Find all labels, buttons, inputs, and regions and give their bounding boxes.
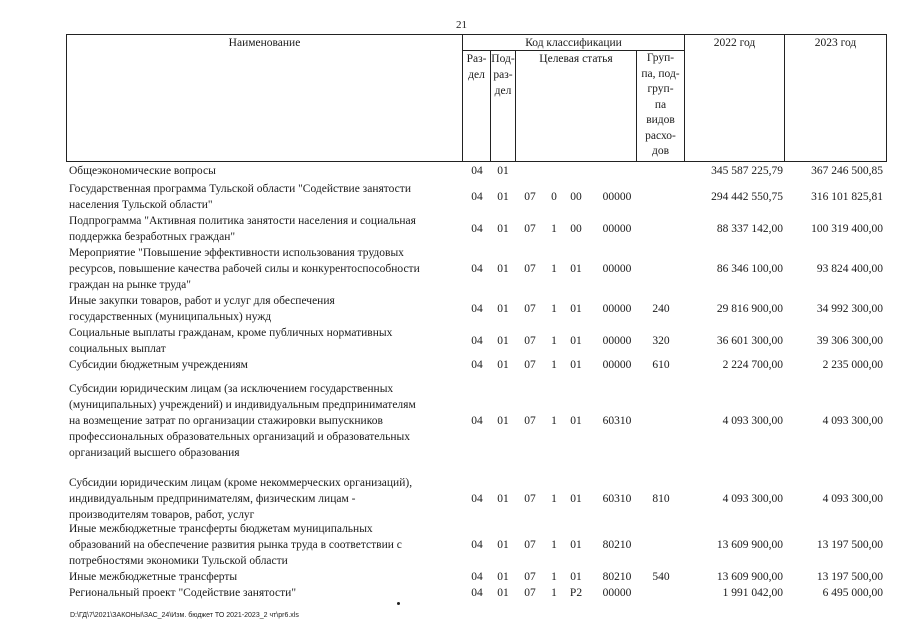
row-code-t1: 07 [524, 587, 536, 599]
row-name: Общеэкономические вопросы [69, 165, 216, 177]
row-name: Иные межбюджетные трансферты [69, 571, 238, 583]
row-code-t2: 1 [551, 415, 557, 427]
row-code-t2: 1 [551, 263, 557, 275]
row-code-rz: 04 [471, 359, 483, 371]
row-code-pr: 01 [497, 335, 509, 347]
row-amount-2023: 100 319 400,00 [811, 223, 883, 235]
row-amount-2022: 2 224 700,00 [722, 359, 783, 371]
row-name: Социальные выплаты гражданам, кроме публичных нормативных социальных выплат [69, 327, 393, 355]
row-amount-2023: 13 197 500,00 [816, 571, 883, 583]
row-code-pr: 01 [497, 191, 509, 203]
row-code-t4: 00000 [602, 191, 632, 203]
row-amount-2022: 88 337 142,00 [716, 223, 783, 235]
row-amount-2023: 316 101 825,81 [811, 191, 883, 203]
row-amount-2022: 4 093 300,00 [722, 493, 783, 505]
row-code-pr: 01 [497, 303, 509, 315]
row-code-pr: 01 [497, 165, 509, 177]
row-amount-2023: 6 495 000,00 [822, 587, 883, 599]
row-code-pr: 01 [497, 571, 509, 583]
file-path-footer: D:\ГД\7\2021\ЗАКОНЫ\ЗАС_24\Изм. бюджет ТО 2021-2023_2 чт\pr6.xls [70, 612, 299, 619]
row-amount-2023: 367 246 500,85 [811, 165, 883, 177]
row-name: Иные межбюджетные трансферты бюджетам муниципальных образований на обеспечение развития рынка труда в соответствии с потребностями экономики Тульской области [69, 523, 402, 567]
row-code-t3: 01 [570, 415, 582, 427]
row-amount-2023: 4 093 300,00 [822, 493, 883, 505]
row-code-rz: 04 [471, 263, 483, 275]
row-code-t2: 1 [551, 493, 557, 505]
row-name: Региональный проект "Содействие занятости" [69, 587, 297, 599]
header-year1: 2022 год [713, 37, 756, 49]
row-code-rz: 04 [471, 191, 483, 203]
row-code-t2: 1 [551, 223, 557, 235]
row-amount-2023: 39 306 300,00 [816, 335, 883, 347]
row-code-pr: 01 [497, 415, 509, 427]
row-code-t3: 00 [570, 191, 582, 203]
row-code-t1: 07 [524, 493, 536, 505]
row-code-t3: 01 [570, 539, 582, 551]
row-code-t4: 00000 [602, 587, 632, 599]
row-code-t2: 1 [551, 587, 557, 599]
header-left-border [66, 34, 67, 162]
row-code-pr: 01 [497, 359, 509, 371]
row-code-t4: 00000 [602, 335, 632, 347]
row-code-vr: 320 [652, 335, 670, 347]
header-bottom-border [66, 161, 886, 162]
row-code-pr: 01 [497, 263, 509, 275]
header-razdel: Раз- дел [466, 53, 487, 81]
row-code-t4: 00000 [602, 223, 632, 235]
row-code-rz: 04 [471, 415, 483, 427]
row-code-t2: 1 [551, 539, 557, 551]
row-code-t1: 07 [524, 303, 536, 315]
header-name: Наименование [228, 37, 301, 49]
row-code-rz: 04 [471, 571, 483, 583]
row-name: Мероприятие "Повышение эффективности использования трудовых ресурсов, повышение качества рабочей силы и конкурентоспособности граждан на рынке труда" [69, 247, 420, 291]
row-name: Подпрограмма "Активная политика занятости населения и социальная поддержка безработных граждан" [69, 215, 416, 243]
row-code-t4: 80210 [602, 539, 632, 551]
header-divider-group [684, 34, 685, 162]
stray-dot [397, 602, 400, 605]
row-amount-2022: 29 816 900,00 [716, 303, 783, 315]
row-code-t1: 07 [524, 415, 536, 427]
row-code-t2: 1 [551, 303, 557, 315]
row-name: Субсидии бюджетным учреждениям [69, 359, 248, 371]
row-code-t2: 0 [551, 191, 557, 203]
row-code-t2: 1 [551, 335, 557, 347]
row-amount-2022: 86 346 100,00 [716, 263, 783, 275]
header-podrazdel: Под- раз- дел [491, 53, 515, 97]
row-amount-2022: 13 609 900,00 [716, 571, 783, 583]
row-code-rz: 04 [471, 539, 483, 551]
row-amount-2022: 294 442 550,75 [711, 191, 783, 203]
row-amount-2023: 2 235 000,00 [822, 359, 883, 371]
row-code-t1: 07 [524, 191, 536, 203]
row-code-t4: 60310 [602, 493, 632, 505]
row-amount-2023: 34 992 300,00 [816, 303, 883, 315]
row-code-t3: 01 [570, 359, 582, 371]
row-code-t3: 01 [570, 493, 582, 505]
row-code-pr: 01 [497, 493, 509, 505]
row-name: Субсидии юридическим лицам (кроме некоммерческих организаций), индивидуальным предпринимателям, физическим лицам - производителям товаров, работ, услуг [69, 477, 413, 521]
page-number: 21 [456, 19, 467, 31]
row-amount-2022: 13 609 900,00 [716, 539, 783, 551]
row-code-t4: 00000 [602, 359, 632, 371]
row-code-vr: 810 [652, 493, 670, 505]
row-name: Государственная программа Тульской области "Содействие занятости населения Тульской области" [69, 183, 411, 211]
row-code-t3: Р2 [569, 587, 583, 599]
row-code-rz: 04 [471, 165, 483, 177]
header-right-border [886, 34, 887, 162]
row-code-t4: 00000 [602, 303, 632, 315]
row-code-pr: 01 [497, 587, 509, 599]
row-code-t2: 1 [551, 359, 557, 371]
row-amount-2023: 4 093 300,00 [822, 415, 883, 427]
row-code-t1: 07 [524, 571, 536, 583]
row-code-vr: 240 [652, 303, 670, 315]
row-amount-2023: 13 197 500,00 [816, 539, 883, 551]
row-code-t4: 60310 [602, 415, 632, 427]
row-amount-2023: 93 824 400,00 [816, 263, 883, 275]
row-code-pr: 01 [497, 539, 509, 551]
row-code-rz: 04 [471, 223, 483, 235]
row-code-t1: 07 [524, 539, 536, 551]
row-code-vr: 610 [652, 359, 670, 371]
header-year2: 2023 год [814, 37, 857, 49]
row-code-t2: 1 [551, 571, 557, 583]
row-code-t3: 01 [570, 263, 582, 275]
row-code-t1: 07 [524, 223, 536, 235]
row-code-t4: 80210 [602, 571, 632, 583]
row-amount-2022: 345 587 225,79 [711, 165, 783, 177]
row-amount-2022: 1 991 042,00 [722, 587, 783, 599]
row-code-t3: 01 [570, 571, 582, 583]
row-code-t1: 07 [524, 263, 536, 275]
row-code-t3: 01 [570, 335, 582, 347]
row-code-vr: 540 [652, 571, 670, 583]
row-code-t3: 00 [570, 223, 582, 235]
row-amount-2022: 36 601 300,00 [716, 335, 783, 347]
row-code-t4: 00000 [602, 263, 632, 275]
row-code-t1: 07 [524, 335, 536, 347]
row-code-rz: 04 [471, 303, 483, 315]
row-name: Субсидии юридическим лицам (за исключением государственных (муниципальных) учреждений) и индивидуальным предпринимателям на возмещение затрат по организации стажировки выпускников профессиональных образовательных организаций и образовательных организаций высшего образования [69, 383, 416, 459]
header-target: Целевая статья [539, 53, 613, 65]
header-class-code: Код классификации [525, 37, 622, 49]
row-name: Иные закупки товаров, работ и услуг для обеспечения государственных (муниципальных) нужд [69, 295, 335, 323]
row-code-t1: 07 [524, 359, 536, 371]
header-group: Груп- па, под- груп- па видов расхо- дов [641, 52, 680, 157]
row-amount-2022: 4 093 300,00 [722, 415, 783, 427]
row-code-t3: 01 [570, 303, 582, 315]
row-code-rz: 04 [471, 493, 483, 505]
row-code-pr: 01 [497, 223, 509, 235]
header-divider-year [784, 34, 785, 162]
row-code-rz: 04 [471, 335, 483, 347]
row-code-rz: 04 [471, 587, 483, 599]
